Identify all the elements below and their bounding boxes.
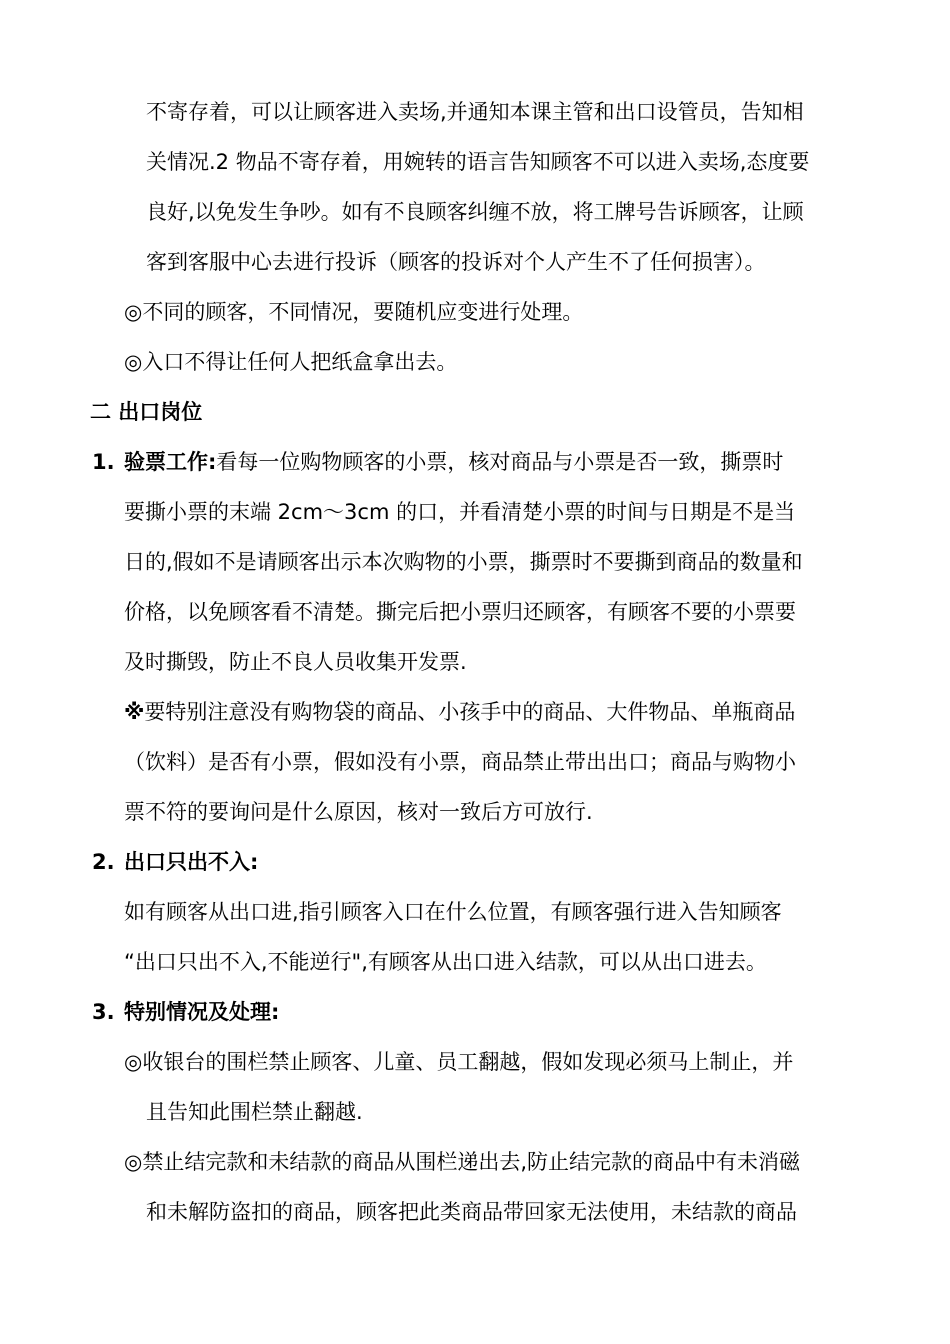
list-number: 3. xyxy=(92,1000,115,1024)
list-item-content xyxy=(124,447,783,477)
paragraph-line: 良好,以免发生争吵。如有不良顾客纠缠不放，将工牌号告诉顾客，让顾 xyxy=(146,200,804,224)
list-number: 1. xyxy=(92,450,115,474)
note-symbol: ※ xyxy=(124,700,145,724)
paragraph-line: “出口只出不入,不能逆行",有顾客从出口进入结款，可以从出口进去。 xyxy=(124,950,767,974)
list-number: 2. xyxy=(92,850,115,874)
paragraph-line: 关情况.2 物品不寄存着，用婉转的语言告知顾客不可以进入卖场,态度要 xyxy=(146,150,810,174)
note-line xyxy=(124,697,795,727)
paragraph-line: 和未解防盗扣的商品，顾客把此类商品带回家无法使用，未结款的商品 xyxy=(146,1200,797,1224)
paragraph-line: 如有顾客从出口进,指引顾客入口在什么位置，有顾客强行进入告知顾客 xyxy=(124,900,782,924)
item-title: 出口只出不入: xyxy=(124,850,259,874)
bullet-line: ◎收银台的围栏禁止顾客、儿童、员工翻越，假如发现必须马上制止，并 xyxy=(124,1050,794,1074)
item-title: 特别情况及处理: xyxy=(124,1000,280,1024)
note-line: （饮料）是否有小票，假如没有小票，商品禁止带出出口；商品与购物小 xyxy=(124,750,796,774)
paragraph-line: 价格，以免顾客看不清楚。撕完后把小票归还顾客，有顾客不要的小票要 xyxy=(124,600,796,624)
note-line: 票不符的要询问是什么原因，核对一致后方可放行. xyxy=(124,800,593,824)
paragraph-line: 日的,假如不是请顾客出示本次购物的小票，撕票时不要撕到商品的数量和 xyxy=(124,550,803,574)
bullet-line: ◎入口不得让任何人把纸盒拿出去。 xyxy=(124,350,458,374)
bullet-line: ◎禁止结完款和未结款的商品从围栏递出去,防止结完款的商品中有未消磁 xyxy=(124,1150,800,1174)
item-title: 验票工作: xyxy=(124,450,217,474)
paragraph-line: 要撕小票的末端 2cm～3cm 的口，并看清楚小票的时间与日期是不是当 xyxy=(124,500,796,524)
paragraph-line: 及时撕毁，防止不良人员收集开发票. xyxy=(124,650,467,674)
paragraph-line: 客到客服中心去进行投诉（顾客的投诉对个人产生不了任何损害）。 xyxy=(146,250,766,274)
note-text: 要特别注意没有购物袋的商品、小孩手中的商品、大件物品、单瓶商品 xyxy=(144,700,796,724)
paragraph-line: 不寄存着，可以让顾客进入卖场,并通知本课主管和出口设管员，告知相 xyxy=(146,100,804,124)
section-heading: 二 出口岗位 xyxy=(90,400,203,424)
bullet-line: ◎不同的顾客，不同情况，要随机应变进行处理。 xyxy=(124,300,584,324)
item-text: 看每一位购物顾客的小票，核对商品与小票是否一致，撕票时 xyxy=(216,450,784,474)
paragraph-line: 且告知此围栏禁止翻越. xyxy=(146,1100,363,1124)
